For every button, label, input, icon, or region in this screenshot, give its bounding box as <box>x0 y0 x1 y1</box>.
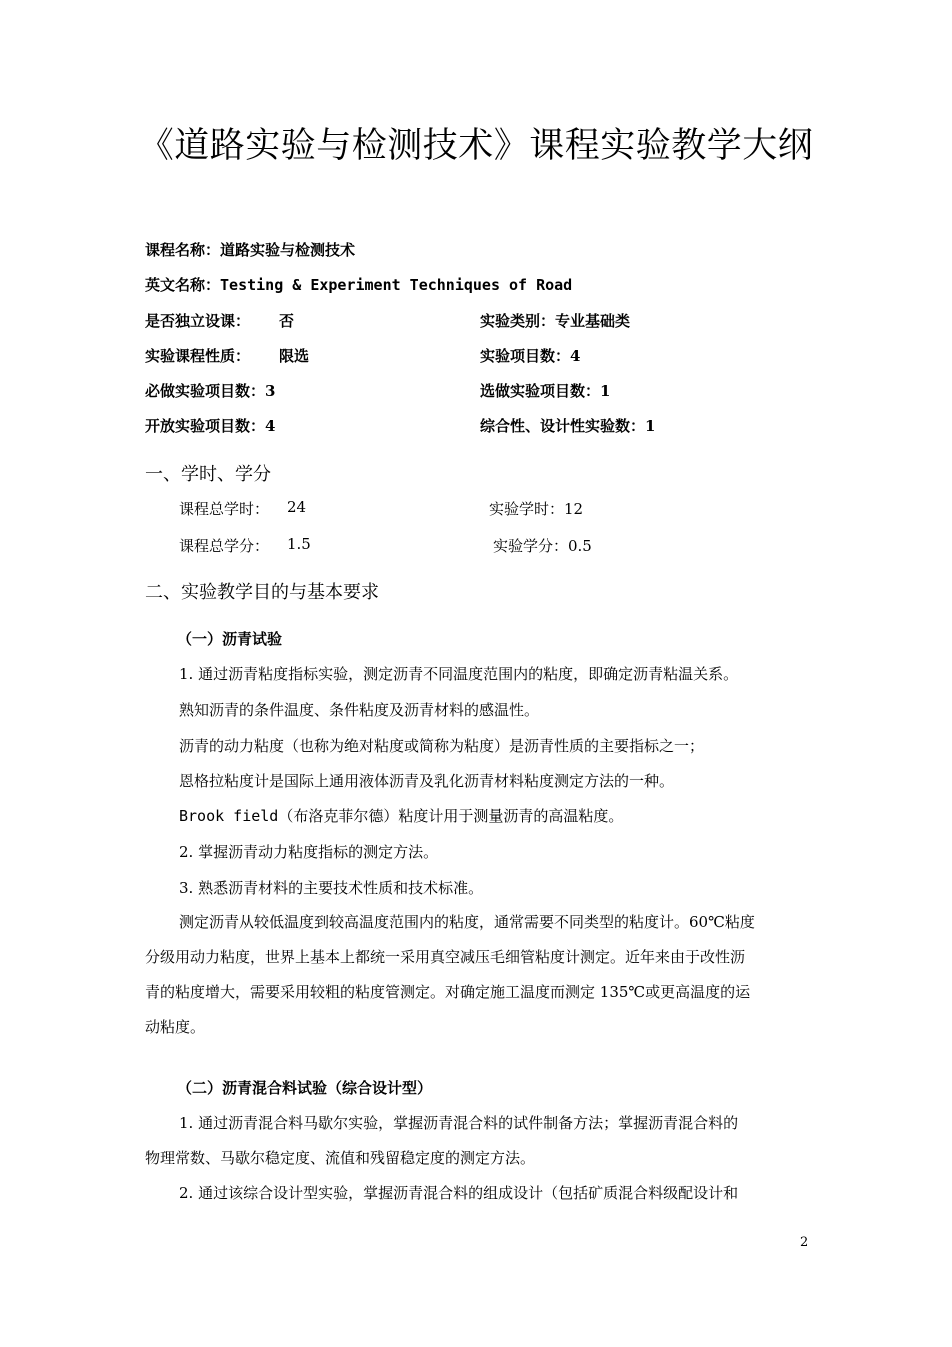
total-credits-label: 课程总学分： <box>179 537 270 555</box>
page-title: 《道路实验与检测技术》课程实验教学大纲 <box>138 126 814 166</box>
viscosity-paragraph-line-2: 分级用动力粘度，世界上基本上都统一采用真空减压毛细管粘度计测定。近年来由于改性沥 <box>145 948 746 966</box>
optional-project-count: 选做实验项目数：1 <box>480 382 611 400</box>
design-project-count: 综合性、设计性实验数：1 <box>480 417 656 435</box>
section-hours-credits-heading: 一、学时、学分 <box>145 464 271 485</box>
viscosity-paragraph-line-1: 测定沥青从较低温度到较高温度范围内的粘度，通常需要不同类型的粘度计。60℃粘度 <box>179 913 755 931</box>
total-hours-label: 课程总学时： <box>179 500 270 518</box>
brookfield-name: Brook field <box>179 807 279 825</box>
independent-course-value: 否 <box>279 312 295 330</box>
asphalt-dynamic-viscosity-note: 沥青的动力粘度（也称为绝对粘度或简称为粘度）是沥青性质的主要指标之一； <box>179 737 705 755</box>
lab-hours: 实验学时：12 <box>489 500 584 518</box>
english-name-value: Testing & Experiment Techniques of Road <box>220 276 573 294</box>
english-name-label: 英文名称： <box>145 276 221 294</box>
lab-project-count: 实验项目数：4 <box>480 347 581 365</box>
mixture-test-heading: （二）沥青混合料试验（综合设计型） <box>177 1079 433 1097</box>
open-project-count: 开放实验项目数：4 <box>145 417 276 435</box>
english-name <box>145 274 572 295</box>
brookfield-viscometer-note <box>179 805 623 826</box>
viscosity-paragraph-line-3: 青的粘度增大，需要采用较粗的粘度管测定。对确定施工温度而测定 135℃或更高温度的运 <box>145 983 751 1001</box>
required-project-count: 必做实验项目数：3 <box>145 382 276 400</box>
asphalt-objective-1-cont: 熟知沥青的条件温度、条件粘度及沥青材料的感温性。 <box>179 701 540 719</box>
mixture-objective-1-cont: 物理常数、马歇尔稳定度、流值和残留稳定度的测定方法。 <box>145 1149 536 1167</box>
asphalt-objective-1: 1. 通过沥青粘度指标实验，测定沥青不同温度范围内的粘度，即确定沥青粘温关系。 <box>179 665 739 683</box>
section-objectives-heading: 二、实验教学目的与基本要求 <box>145 582 379 603</box>
viscosity-paragraph-line-4: 动粘度。 <box>145 1018 206 1036</box>
course-nature-value: 限选 <box>279 347 310 365</box>
lab-credits: 实验学分：0.5 <box>493 537 592 555</box>
engler-viscometer-note: 恩格拉粘度计是国际上通用液体沥青及乳化沥青材料粘度测定方法的一种。 <box>179 772 675 790</box>
lab-category: 实验类别：专业基础类 <box>480 312 631 330</box>
total-hours-value: 24 <box>287 498 307 516</box>
page-number: 2 <box>800 1235 809 1250</box>
mixture-objective-1: 1. 通过沥青混合料马歇尔实验，掌握沥青混合料的试件制备方法；掌握沥青混合料的 <box>179 1114 739 1132</box>
total-credits-value: 1.5 <box>287 535 311 553</box>
asphalt-objective-3: 3. 熟悉沥青材料的主要技术性质和技术标准。 <box>179 879 484 897</box>
asphalt-test-heading: （一）沥青试验 <box>177 630 283 648</box>
asphalt-objective-2: 2. 掌握沥青动力粘度指标的测定方法。 <box>179 843 439 861</box>
course-name: 课程名称：道路实验与检测技术 <box>145 241 356 259</box>
brookfield-desc: （布洛克菲尔德）粘度计用于测量沥青的高温粘度。 <box>278 807 624 825</box>
course-nature-label: 实验课程性质： <box>145 347 251 365</box>
mixture-objective-2: 2. 通过该综合设计型实验，掌握沥青混合料的组成设计（包括矿质混合料级配设计和 <box>179 1184 739 1202</box>
independent-course-label: 是否独立设课： <box>145 312 251 330</box>
